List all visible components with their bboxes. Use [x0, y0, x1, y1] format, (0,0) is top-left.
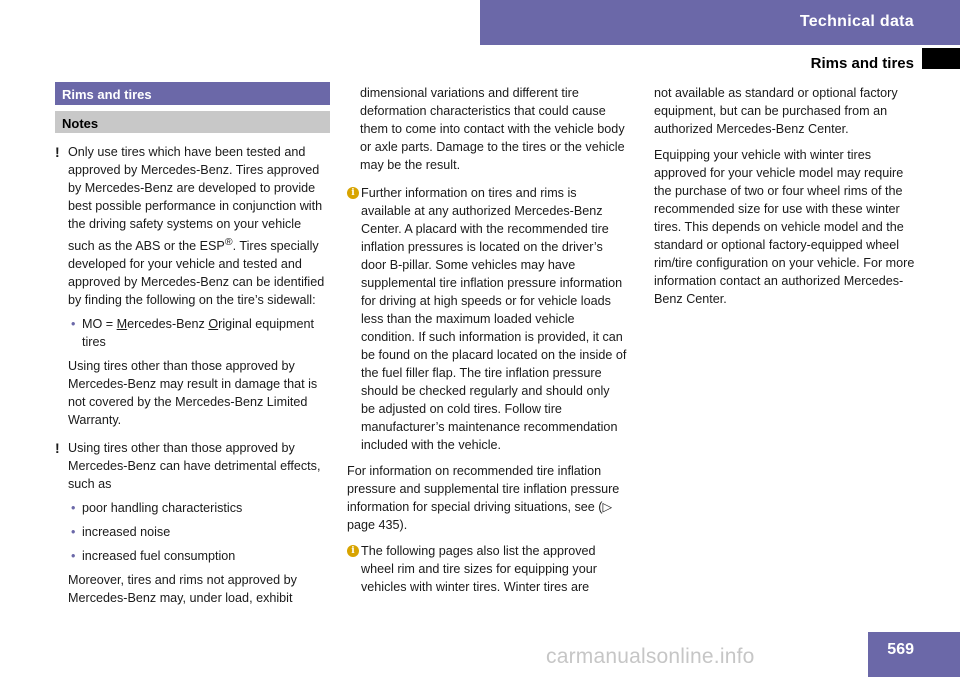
chapter-title: Technical data	[799, 13, 914, 30]
info-note: i Further information on tires and rims is available at any authorized Mercedes-Benz Center. A placard with the recommended tire inflation pressures is located on the driver’s door B-pillar. Some vehicles may have supplemental tire inflation pressure information for driving at high speeds or for vehicle loads less than the maximum loaded vehicle condition. If such information is provided, it can be found on the placard located on the inside of the fuel filler flap. The tire inflation pressure should be checked regularly and should only be adjusted on cold tires. Follow tire manufacturer’s maintenance recommendation included with the vehicle.	[347, 184, 627, 454]
bullet-icon: •	[71, 501, 76, 516]
column-middle	[347, 84, 627, 604]
list-item: • poor handling characteristics	[71, 501, 243, 516]
paragraph: not available as standard or optional factory equipment, but can be purchased from an authorized Mercedes-Benz Center.	[654, 86, 898, 136]
warning-note: ! Only use tires which have been tested and approved by Mercedes-Benz. Tires approved by Mercedes-Benz are developed to provide best possible performance in conjunction with the driving safety systems on your vehicle such as the ABS or the ESP®. Tires specially developed for your vehicle and tested and approved by Mercedes-Benz can be identified by finding the following on the tire’s sidewall:	[55, 144, 325, 308]
list-item: • increased fuel consumption	[71, 549, 236, 564]
exclamation-icon: !	[55, 144, 60, 160]
subsection-heading: Notes	[55, 111, 330, 133]
list-item: • MO = Mercedes-Benz Original equipment tires	[71, 317, 315, 350]
paragraph: Equipping your vehicle with winter tires approved for your vehicle model may require the purchase of two or four wheel rims of the recommended size for use with these winter tires. This depends on vehicle model and the standard or optional factory-equipped wheel rim/tire configuration on your vehicle. For more information contact an authorized Mercedes-Benz Center.	[654, 148, 915, 306]
exclamation-icon: !	[55, 440, 60, 457]
warning-note: ! Using tires other than those approved by Mercedes-Benz can have detrimental effects, such as	[55, 440, 321, 492]
paragraph: For information on recommended tire inflation pressure and supplemental tire inflation pressure information for special driving situations, see (▷ page 435).	[347, 464, 620, 532]
info-icon: i	[347, 545, 359, 557]
chapter-tab	[480, 0, 960, 45]
info-note: i The following pages also list the approved wheel rim and tire sizes for equipping your vehicles with winter tires. Winter tires are	[347, 542, 627, 596]
paragraph: Moreover, tires and rims not approved by Mercedes-Benz may, under load, exhibit	[68, 573, 297, 606]
registered-mark: ®	[224, 236, 233, 248]
page-ref-arrow-icon: ▷	[602, 500, 613, 514]
info-icon: i	[347, 187, 359, 199]
column-right	[654, 84, 916, 316]
bullet-icon: •	[71, 317, 76, 332]
watermark: carmanualsonline.info	[546, 645, 755, 668]
bullet-icon: •	[71, 525, 76, 540]
section-title: Rims and tires	[810, 55, 914, 72]
page-number-box	[868, 632, 960, 677]
list-item: • increased noise	[71, 525, 171, 540]
paragraph: dimensional variations and different tire deformation characteristics that could cause them to come into contact with the vehicle body or axle parts. Damage to the tires or the vehicle may be the result.	[360, 86, 625, 172]
edge-marker	[922, 48, 960, 69]
column-left	[55, 82, 330, 613]
page-number: 569	[887, 641, 914, 658]
paragraph: Using tires other than those approved by Mercedes-Benz may result in damage that is not covered by the Mercedes-Benz Limited Warranty.	[68, 359, 318, 428]
section-heading: Rims and tires	[55, 82, 330, 105]
bullet-icon: •	[71, 549, 76, 564]
